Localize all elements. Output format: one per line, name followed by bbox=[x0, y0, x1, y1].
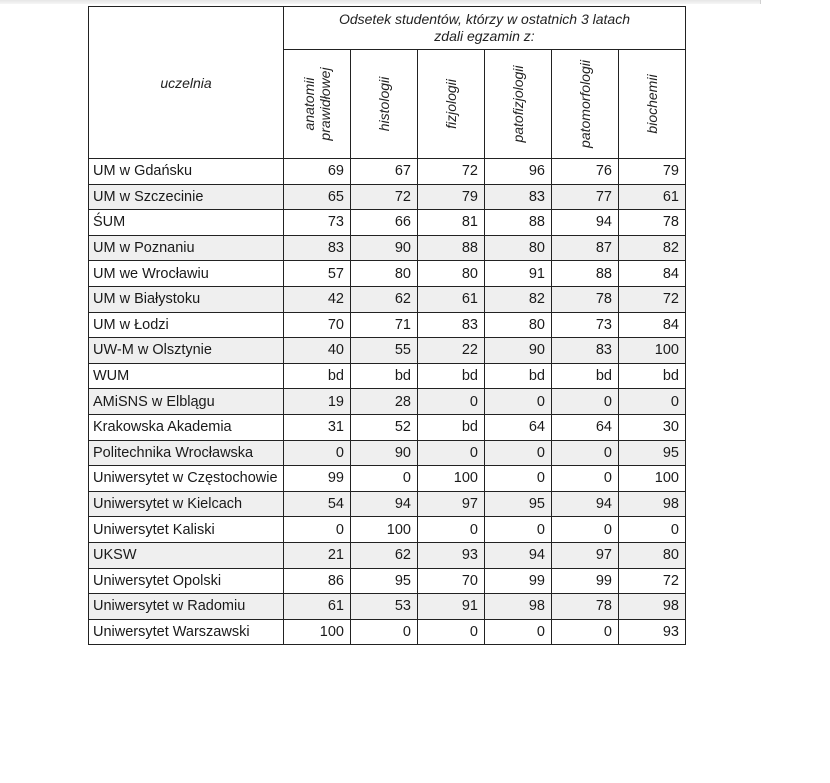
pass-rate-cell: 42 bbox=[284, 286, 351, 312]
pass-rate-cell: 30 bbox=[619, 414, 686, 440]
pass-rate-cell: 65 bbox=[284, 184, 351, 210]
pass-rate-cell: 22 bbox=[418, 338, 485, 364]
pass-rate-cell: 40 bbox=[284, 338, 351, 364]
table-row bbox=[89, 286, 686, 312]
institution-name: UKSW bbox=[89, 542, 284, 568]
pass-rate-cell: 0 bbox=[418, 517, 485, 543]
institution-name: Uniwersytet w Częstochowie bbox=[89, 466, 284, 492]
pass-rate-cell: 100 bbox=[619, 466, 686, 492]
table-row bbox=[89, 261, 686, 287]
pass-rate-cell: 83 bbox=[418, 312, 485, 338]
pass-rate-cell: 64 bbox=[485, 414, 552, 440]
pass-rate-cell: 80 bbox=[485, 312, 552, 338]
table-row bbox=[89, 568, 686, 594]
header-subject-anatomy bbox=[284, 50, 351, 159]
pass-rate-cell: 78 bbox=[552, 594, 619, 620]
pass-rate-cell: 31 bbox=[284, 414, 351, 440]
pass-rate-cell: 61 bbox=[619, 184, 686, 210]
pass-rate-cell: bd bbox=[619, 363, 686, 389]
subject-label: biochemii bbox=[644, 74, 660, 134]
pass-rate-cell: 94 bbox=[485, 542, 552, 568]
pass-rate-cell: 66 bbox=[351, 210, 418, 236]
pass-rate-cell: 72 bbox=[619, 568, 686, 594]
pass-rate-cell: 97 bbox=[552, 542, 619, 568]
pass-rate-cell: 67 bbox=[351, 159, 418, 185]
page-right-edge bbox=[760, 0, 761, 4]
pass-rate-cell: 19 bbox=[284, 389, 351, 415]
pass-rate-cell: 28 bbox=[351, 389, 418, 415]
header-institution: uczelnia bbox=[89, 7, 284, 159]
table-row bbox=[89, 491, 686, 517]
institution-name: Politechnika Wrocławska bbox=[89, 440, 284, 466]
pass-rate-cell: 61 bbox=[418, 286, 485, 312]
pass-rate-cell: 90 bbox=[351, 440, 418, 466]
pass-rate-cell: 99 bbox=[552, 568, 619, 594]
table-row bbox=[89, 414, 686, 440]
pass-rate-cell: 61 bbox=[284, 594, 351, 620]
pass-rate-cell: 55 bbox=[351, 338, 418, 364]
institution-name: UM w Szczecinie bbox=[89, 184, 284, 210]
pass-rate-cell: 79 bbox=[418, 184, 485, 210]
pass-rate-cell: 98 bbox=[619, 491, 686, 517]
header-pass-rate bbox=[284, 7, 686, 50]
pass-rate-cell: 0 bbox=[619, 517, 686, 543]
pass-rate-cell: bd bbox=[351, 363, 418, 389]
pass-rate-cell: 98 bbox=[619, 594, 686, 620]
pass-rate-cell: 93 bbox=[418, 542, 485, 568]
pass-rate-cell: 84 bbox=[619, 261, 686, 287]
pass-rate-cell: 21 bbox=[284, 542, 351, 568]
results-table bbox=[88, 6, 686, 645]
table-row bbox=[89, 517, 686, 543]
pass-rate-cell: 97 bbox=[418, 491, 485, 517]
pass-rate-cell: 82 bbox=[619, 235, 686, 261]
header-subject-pathophysiology bbox=[485, 50, 552, 159]
table-row bbox=[89, 440, 686, 466]
pass-rate-cell: 100 bbox=[284, 619, 351, 645]
header-subject-histology bbox=[351, 50, 418, 159]
pass-rate-cell: 96 bbox=[485, 159, 552, 185]
table-row bbox=[89, 619, 686, 645]
pass-rate-cell: 0 bbox=[351, 619, 418, 645]
pass-rate-cell: 100 bbox=[418, 466, 485, 492]
subject-label-line-2: prawidłowej bbox=[317, 67, 333, 141]
table-row bbox=[89, 159, 686, 185]
pass-rate-cell: 100 bbox=[619, 338, 686, 364]
pass-rate-cell: 90 bbox=[485, 338, 552, 364]
pass-rate-cell: 98 bbox=[485, 594, 552, 620]
pass-rate-cell: 0 bbox=[552, 389, 619, 415]
pass-rate-cell: 83 bbox=[552, 338, 619, 364]
pass-rate-cell: 80 bbox=[351, 261, 418, 287]
institution-name: Uniwersytet w Radomiu bbox=[89, 594, 284, 620]
pass-rate-cell: 83 bbox=[284, 235, 351, 261]
pass-rate-cell: 0 bbox=[284, 440, 351, 466]
institution-name: WUM bbox=[89, 363, 284, 389]
pass-rate-cell: 0 bbox=[485, 389, 552, 415]
pass-rate-cell: bd bbox=[418, 414, 485, 440]
page-top-edge bbox=[0, 0, 760, 4]
pass-rate-cell: 73 bbox=[284, 210, 351, 236]
pass-rate-cell: 0 bbox=[418, 440, 485, 466]
pass-rate-cell: 54 bbox=[284, 491, 351, 517]
table-header bbox=[89, 7, 686, 159]
pass-rate-cell: 94 bbox=[351, 491, 418, 517]
pass-rate-cell: 70 bbox=[284, 312, 351, 338]
pass-rate-cell: 0 bbox=[552, 619, 619, 645]
pass-rate-cell: 79 bbox=[619, 159, 686, 185]
subject-label: patomorfologii bbox=[577, 60, 593, 148]
pass-rate-cell: 0 bbox=[418, 389, 485, 415]
pass-rate-cell: 62 bbox=[351, 542, 418, 568]
pass-rate-cell: 0 bbox=[619, 389, 686, 415]
pass-rate-cell: 88 bbox=[485, 210, 552, 236]
pass-rate-cell: 80 bbox=[418, 261, 485, 287]
pass-rate-cell: 83 bbox=[485, 184, 552, 210]
subject-label: patofizjologii bbox=[510, 65, 526, 143]
pass-rate-cell: 0 bbox=[284, 517, 351, 543]
pass-rate-cell: 88 bbox=[552, 261, 619, 287]
pass-rate-cell: 0 bbox=[485, 517, 552, 543]
pass-rate-cell: 52 bbox=[351, 414, 418, 440]
pass-rate-cell: 0 bbox=[485, 466, 552, 492]
table-row bbox=[89, 235, 686, 261]
pass-rate-cell: 100 bbox=[351, 517, 418, 543]
table-body bbox=[89, 159, 686, 645]
pass-rate-cell: 88 bbox=[418, 235, 485, 261]
pass-rate-cell: 70 bbox=[418, 568, 485, 594]
institution-name: Uniwersytet Kaliski bbox=[89, 517, 284, 543]
pass-rate-cell: 72 bbox=[418, 159, 485, 185]
subject-label: fizjologii bbox=[443, 79, 459, 129]
pass-rate-cell: 73 bbox=[552, 312, 619, 338]
institution-name: Uniwersytet Warszawski bbox=[89, 619, 284, 645]
pass-rate-cell: 99 bbox=[284, 466, 351, 492]
pass-rate-cell: bd bbox=[485, 363, 552, 389]
header-pass-rate-line-2: zdali egzamin z: bbox=[434, 28, 535, 44]
pass-rate-cell: 69 bbox=[284, 159, 351, 185]
header-pass-rate-line-1: Odsetek studentów, którzy w ostatnich 3 latach bbox=[338, 11, 631, 27]
pass-rate-cell: 53 bbox=[351, 594, 418, 620]
pass-rate-cell: 78 bbox=[619, 210, 686, 236]
institution-name: UW-M w Olsztynie bbox=[89, 338, 284, 364]
table-row bbox=[89, 338, 686, 364]
pass-rate-cell: bd bbox=[284, 363, 351, 389]
pass-rate-cell: 64 bbox=[552, 414, 619, 440]
header-subject-pathomorphology bbox=[552, 50, 619, 159]
institution-name: UM w Gdańsku bbox=[89, 159, 284, 185]
table-row bbox=[89, 184, 686, 210]
pass-rate-cell: 62 bbox=[351, 286, 418, 312]
pass-rate-cell: 82 bbox=[485, 286, 552, 312]
pass-rate-cell: 0 bbox=[351, 466, 418, 492]
pass-rate-cell: 80 bbox=[485, 235, 552, 261]
pass-rate-cell: 71 bbox=[351, 312, 418, 338]
institution-name: Krakowska Akademia bbox=[89, 414, 284, 440]
table-row bbox=[89, 389, 686, 415]
pass-rate-cell: 99 bbox=[485, 568, 552, 594]
table-row bbox=[89, 466, 686, 492]
pass-rate-cell: 95 bbox=[351, 568, 418, 594]
pass-rate-cell: 72 bbox=[351, 184, 418, 210]
pass-rate-cell: 90 bbox=[351, 235, 418, 261]
pass-rate-cell: 0 bbox=[552, 517, 619, 543]
institution-name: Uniwersytet w Kielcach bbox=[89, 491, 284, 517]
table-row bbox=[89, 312, 686, 338]
table-row bbox=[89, 594, 686, 620]
institution-name: ŚUM bbox=[89, 210, 284, 236]
pass-rate-cell: 0 bbox=[552, 440, 619, 466]
pass-rate-cell: bd bbox=[552, 363, 619, 389]
pass-rate-cell: 80 bbox=[619, 542, 686, 568]
institution-name: UM we Wrocławiu bbox=[89, 261, 284, 287]
institution-name: UM w Poznaniu bbox=[89, 235, 284, 261]
pass-rate-cell: 87 bbox=[552, 235, 619, 261]
pass-rate-cell: 94 bbox=[552, 491, 619, 517]
pass-rate-cell: bd bbox=[418, 363, 485, 389]
table-row bbox=[89, 363, 686, 389]
pass-rate-cell: 95 bbox=[485, 491, 552, 517]
pass-rate-cell: 0 bbox=[485, 440, 552, 466]
pass-rate-cell: 86 bbox=[284, 568, 351, 594]
institution-name: Uniwersytet Opolski bbox=[89, 568, 284, 594]
pass-rate-cell: 81 bbox=[418, 210, 485, 236]
pass-rate-cell: 78 bbox=[552, 286, 619, 312]
pass-rate-cell: 0 bbox=[485, 619, 552, 645]
pass-rate-cell: 72 bbox=[619, 286, 686, 312]
institution-name: UM w Białystoku bbox=[89, 286, 284, 312]
subject-label-line-1: anatomii bbox=[301, 77, 317, 131]
pass-rate-cell: 77 bbox=[552, 184, 619, 210]
header-subject-physiology bbox=[418, 50, 485, 159]
institution-name: UM w Łodzi bbox=[89, 312, 284, 338]
pass-rate-cell: 91 bbox=[418, 594, 485, 620]
subject-label: histologii bbox=[376, 76, 392, 132]
pass-rate-cell: 0 bbox=[552, 466, 619, 492]
pass-rate-cell: 76 bbox=[552, 159, 619, 185]
pass-rate-cell: 0 bbox=[418, 619, 485, 645]
table-row bbox=[89, 210, 686, 236]
pass-rate-cell: 84 bbox=[619, 312, 686, 338]
pass-rate-cell: 95 bbox=[619, 440, 686, 466]
table-row bbox=[89, 542, 686, 568]
institution-name: AMiSNS w Elblągu bbox=[89, 389, 284, 415]
pass-rate-cell: 91 bbox=[485, 261, 552, 287]
pass-rate-cell: 57 bbox=[284, 261, 351, 287]
pass-rate-cell: 93 bbox=[619, 619, 686, 645]
header-subject-biochemistry bbox=[619, 50, 686, 159]
pass-rate-cell: 94 bbox=[552, 210, 619, 236]
